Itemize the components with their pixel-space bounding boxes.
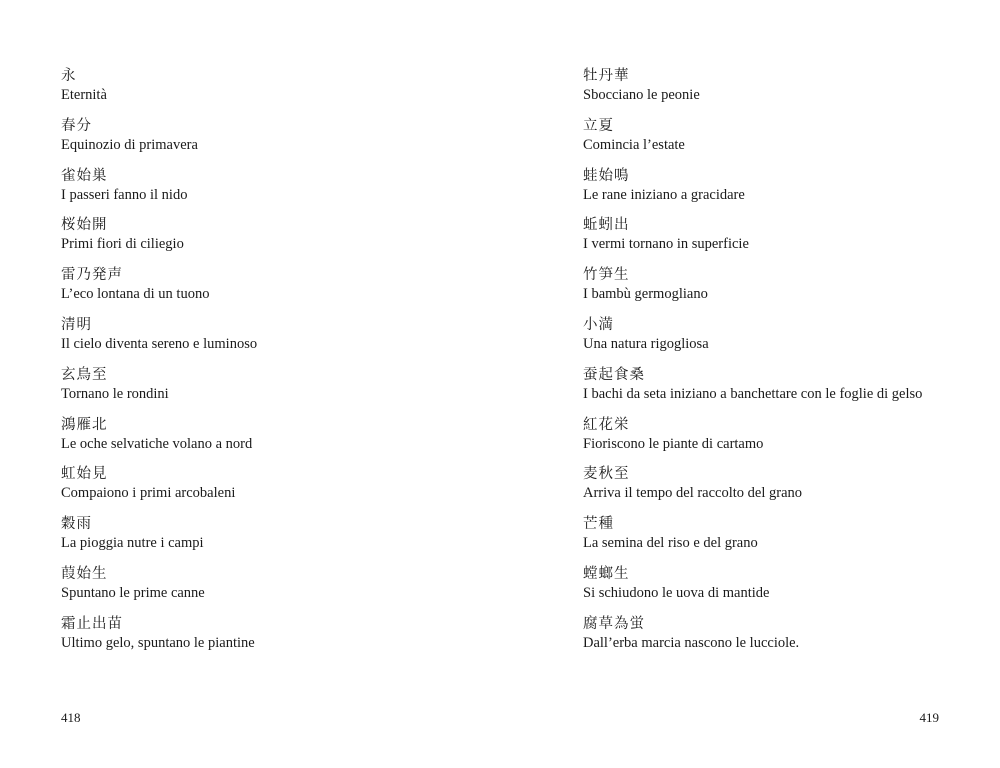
- list-item: [61, 265, 257, 315]
- entry-list: [61, 66, 257, 664]
- kanji-heading: 蚯蚓出: [583, 217, 630, 234]
- list-item: [61, 116, 257, 166]
- list-item: [583, 614, 922, 664]
- translation-text: Arriva il tempo del raccolto del grano: [583, 485, 803, 502]
- translation-text: La semina del riso e del grano: [583, 535, 758, 552]
- kanji-heading: 蛙始鳴: [583, 167, 630, 184]
- list-item: [61, 514, 257, 564]
- list-item: [583, 415, 922, 465]
- list-item: [583, 315, 922, 365]
- translation-text: Le oche selvatiche volano a nord: [61, 435, 253, 452]
- kanji-heading: 葭始生: [61, 565, 108, 582]
- kanji-heading: 春分: [61, 117, 92, 134]
- list-item: [583, 365, 922, 415]
- kanji-heading: 雀始巣: [61, 167, 108, 184]
- translation-text: Tornano le rondini: [61, 385, 169, 402]
- kanji-heading: 鴻雁北: [61, 416, 108, 433]
- list-item: [61, 464, 257, 514]
- list-item: [583, 166, 922, 216]
- translation-text: Equinozio di primavera: [61, 136, 198, 153]
- list-item: [583, 464, 922, 514]
- kanji-heading: 雷乃発声: [61, 267, 123, 284]
- list-item: [61, 215, 257, 265]
- translation-text: Le rane iniziano a gracidare: [583, 186, 745, 203]
- kanji-heading: 小満: [583, 316, 614, 333]
- translation-text: I vermi tornano in superficie: [583, 236, 749, 253]
- translation-text: Comincia l’estate: [583, 136, 685, 153]
- list-item: [61, 315, 257, 365]
- list-item: [583, 66, 922, 116]
- right-page: [500, 0, 1000, 768]
- kanji-heading: 螳螂生: [583, 565, 630, 582]
- kanji-heading: 竹笋生: [583, 267, 630, 284]
- kanji-heading: 蚕起食桑: [583, 366, 645, 383]
- kanji-heading: 腐草為蛍: [583, 615, 645, 632]
- translation-text: Compaiono i primi arcobaleni: [61, 485, 236, 502]
- translation-text: I passeri fanno il nido: [61, 186, 188, 203]
- kanji-heading: 麦秋至: [583, 466, 630, 483]
- kanji-heading: 桜始開: [61, 217, 108, 234]
- translation-text: Si schiudono le uova di mantide: [583, 584, 770, 601]
- list-item: [583, 265, 922, 315]
- list-item: [61, 415, 257, 465]
- list-item: [61, 365, 257, 415]
- list-item: [61, 614, 257, 664]
- translation-text: Spuntano le prime canne: [61, 584, 205, 601]
- translation-text: Eternità: [61, 87, 107, 103]
- translation-text: L’eco lontana di un tuono: [61, 286, 210, 303]
- list-item: [583, 514, 922, 564]
- translation-text: Ultimo gelo, spuntano le piantine: [61, 634, 255, 651]
- page-number: 418: [61, 710, 81, 725]
- translation-text: I bambù germogliano: [583, 286, 708, 303]
- kanji-heading: 穀雨: [61, 516, 92, 533]
- entry-list: [583, 66, 922, 664]
- list-item: [61, 564, 257, 614]
- kanji-heading: 霜止出苗: [61, 615, 123, 632]
- list-item: [583, 564, 922, 614]
- kanji-heading: 永: [61, 68, 77, 84]
- list-item: [583, 116, 922, 166]
- kanji-heading: 玄鳥至: [61, 366, 108, 383]
- kanji-heading: 紅花栄: [583, 416, 630, 433]
- kanji-heading: 清明: [61, 316, 92, 333]
- list-item: [61, 66, 257, 116]
- translation-text: Sbocciano le peonie: [583, 87, 700, 103]
- translation-text: Fioriscono le piante di cartamo: [583, 435, 764, 452]
- list-item: [61, 166, 257, 216]
- translation-text: I bachi da seta iniziano a banchettare con le foglie di gelso: [583, 385, 923, 402]
- list-item: [583, 215, 922, 265]
- translation-text: Primi fiori di ciliegio: [61, 236, 184, 253]
- kanji-heading: 牡丹華: [583, 68, 630, 84]
- translation-text: La pioggia nutre i campi: [61, 535, 204, 552]
- page-number: 419: [919, 710, 939, 725]
- translation-text: Una natura rigogliosa: [583, 335, 709, 352]
- kanji-heading: 立夏: [583, 117, 614, 134]
- kanji-heading: 虹始見: [61, 466, 108, 483]
- translation-text: Dall’erba marcia nascono le lucciole.: [583, 634, 800, 651]
- kanji-heading: 芒種: [583, 516, 614, 533]
- translation-text: Il cielo diventa sereno e luminoso: [61, 335, 258, 352]
